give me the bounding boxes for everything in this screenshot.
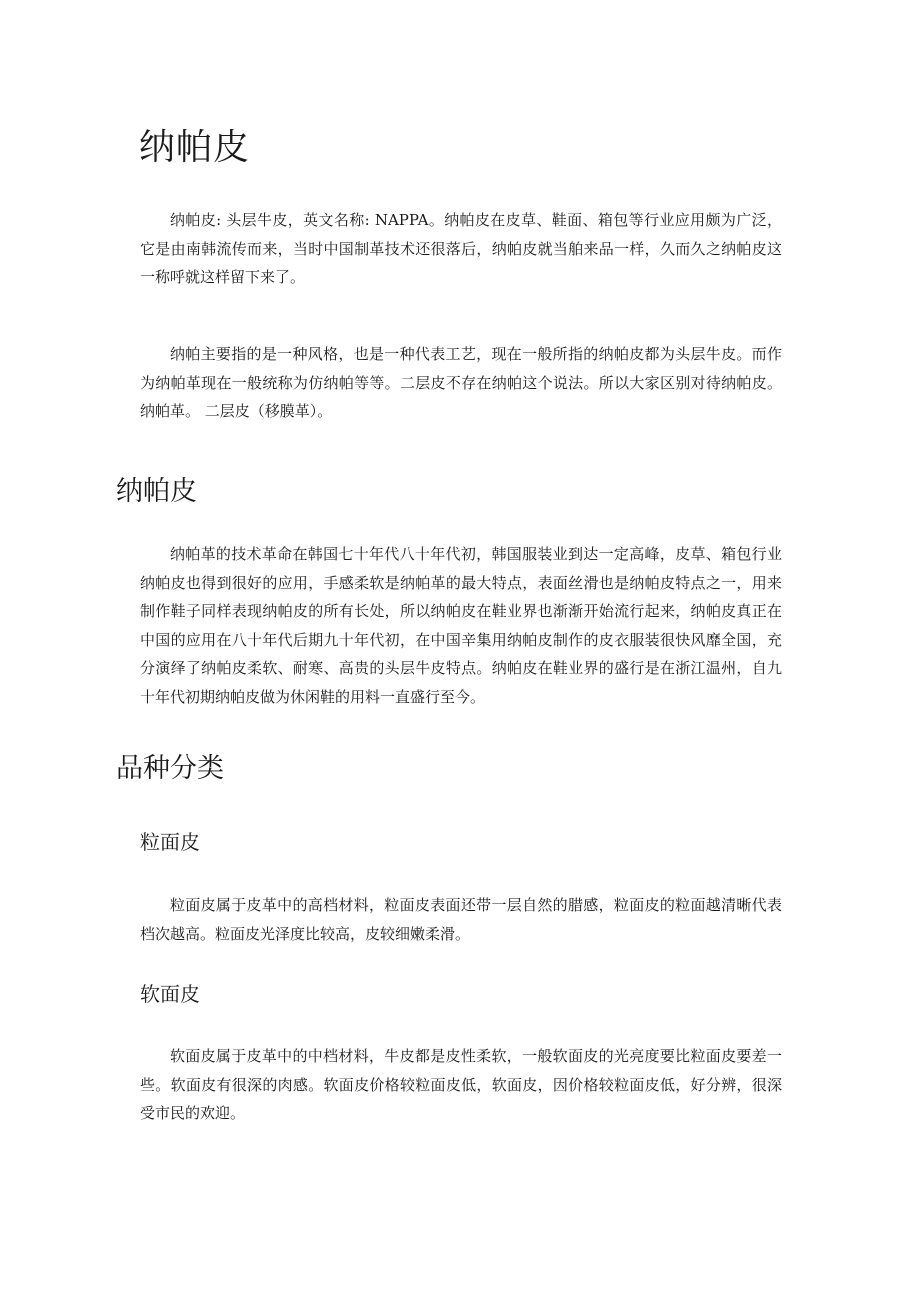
intro-paragraph-1: 纳帕皮: 头层牛皮，英文名称: NAPPA。纳帕皮在皮草、鞋面、箱包等行业应用颇为广泛，它是由南韩流传而来，当时中国制革技术还很落后，纳帕皮就当舶来品一样，久而久之纳帕皮这一称呼就这样留下来了。 bbox=[140, 211, 782, 286]
subsection-heading-grain: 粒面皮 bbox=[140, 830, 200, 854]
page-title: 纳帕皮 bbox=[139, 127, 251, 168]
subsection-paragraph-soft: 软面皮属于皮革中的中档材料，牛皮都是皮性柔软，一般软面皮的光亮度要比粒面皮要差一些。软面皮有很深的肉感。软面皮价格较粒面皮低，软面皮，因价格较粒面皮低，好分辨，很深受市民的欢迎。 bbox=[140, 1047, 782, 1122]
section-heading-nappa: 纳帕皮 bbox=[116, 476, 197, 507]
section-heading-categories: 品种分类 bbox=[116, 753, 224, 784]
section-paragraph-nappa: 纳帕革的技术革命在韩国七十年代八十年代初，韩国服装业到达一定高峰，皮草、箱包行业纳帕皮也得到很好的应用，手感柔软是纳帕革的最大特点，表面丝滑也是纳帕皮特点之一，用来制作鞋子同样表现纳帕皮的所有长处，所以纳帕皮在鞋业界也渐渐开始流行起来，纳帕皮真正在中国的应用在八十年代后期九十年代初，在中国辛集用纳帕皮制作的皮衣服装很快风靡全国，充分演绎了纳帕皮柔软、耐寒、高贵的头层牛皮特点。纳帕皮在鞋业界的盛行是在浙江温州，自九十年代初期纳帕皮做为休闲鞋的用料一直盛行至今。 bbox=[140, 545, 782, 706]
subsection-paragraph-grain: 粒面皮属于皮革中的高档材料，粒面皮表面还带一层自然的腊感，粒面皮的粒面越清晰代表档次越高。粒面皮光泽度比较高，皮较细嫩柔滑。 bbox=[140, 896, 782, 943]
intro-paragraph-2: 纳帕主要指的是一种风格，也是一种代表工艺，现在一般所指的纳帕皮都为头层牛皮。而作为纳帕革现在一般统称为仿纳帕等等。二层皮不存在纳帕这个说法。所以大家区别对待纳帕皮。纳帕革。 二层皮（移膜革）。 bbox=[140, 345, 782, 420]
subsection-heading-soft: 软面皮 bbox=[140, 982, 200, 1006]
